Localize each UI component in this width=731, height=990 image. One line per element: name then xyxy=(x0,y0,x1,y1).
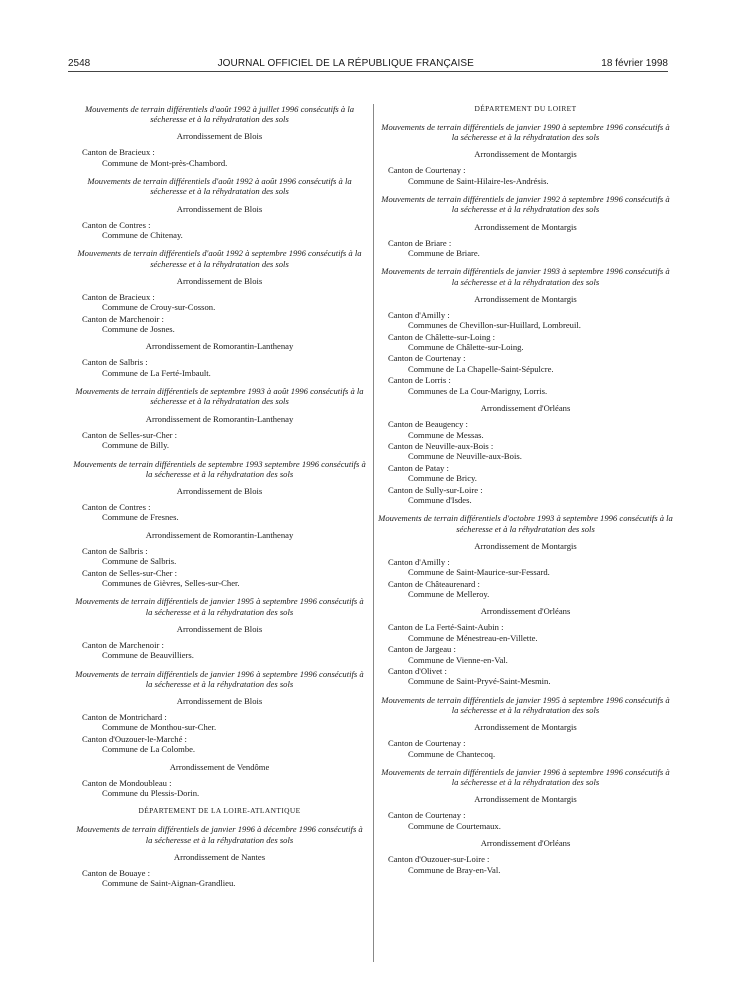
section-heading: Mouvements de terrain différentiels d'août 1992 à septembre 1996 consécutifs à la sécheresse et à la réhydratation des sols xyxy=(77,248,362,269)
canton-line: Canton de Neuville-aux-Bois : xyxy=(388,440,494,451)
journal-title: JOURNAL OFFICIEL DE LA RÉPUBLIQUE FRANÇAISE xyxy=(217,57,474,69)
right-column xyxy=(378,100,673,876)
commune-line: Commune de Saint-Pryvé-Saint-Mesmin. xyxy=(408,676,551,687)
arrondissement-heading: Arrondissement de Montargis xyxy=(474,794,577,805)
canton-line: Canton de Sully-sur-Loire : xyxy=(388,484,483,495)
arrondissement-heading: Arrondissement de Nantes xyxy=(173,851,266,862)
header-rule xyxy=(68,71,668,72)
commune-line: Commune de Crouy-sur-Cosson. xyxy=(102,302,216,313)
arrondissement-heading: Arrondissement d'Orléans xyxy=(480,838,571,849)
commune-line: Commune de La Ferté-Imbault. xyxy=(102,367,211,378)
commune-line: Commune de Beauvilliers. xyxy=(102,650,194,661)
department-heading: DÉPARTEMENT DE LA LOIRE-ATLANTIQUE xyxy=(138,806,301,816)
canton-line: Canton de Bouaye : xyxy=(82,867,151,878)
commune-line: Commune de Mont-près-Chambord. xyxy=(102,157,228,168)
canton-line: Canton de Briare : xyxy=(388,237,452,248)
canton-line: Canton de Mondoubleau : xyxy=(82,777,172,788)
arrondissement-heading: Arrondissement d'Orléans xyxy=(480,403,571,414)
canton-line: Canton de Courtenay : xyxy=(388,353,466,364)
section-heading: Mouvements de terrain différentiels de janvier 1993 à septembre 1996 consécutifs à la sécheresse et à la réhydratation des sols xyxy=(381,266,670,287)
section-heading: Mouvements de terrain différentiels de septembre 1993 à août 1996 consécutifs à la sécheresse et à la réhydratation des sols xyxy=(75,386,364,407)
commune-line: Communes de Chevillon-sur-Huillard, Lombreuil. xyxy=(408,320,581,331)
canton-line: Canton de Selles-sur-Cher : xyxy=(82,429,178,440)
arrondissement-heading: Arrondissement de Montargis xyxy=(474,221,577,232)
section-heading: Mouvements de terrain différentiels de janvier 1996 à septembre 1996 consécutifs à la sécheresse et à la réhydratation des sols xyxy=(75,668,364,689)
commune-line: Commune de Courtemaux. xyxy=(408,820,501,831)
arrondissement-heading: Arrondissement de Romorantin-Lanthenay xyxy=(145,413,294,424)
section-heading: Mouvements de terrain différentiels de janvier 1995 à septembre 1996 consécutifs à la sécheresse et à la réhydratation des sols xyxy=(75,596,364,617)
column-divider xyxy=(373,104,374,962)
commune-line: Commune de Ménestreau-en-Villette. xyxy=(408,632,538,643)
canton-line: Canton d'Ouzouer-sur-Loire : xyxy=(388,854,490,865)
canton-line: Canton d'Olivet : xyxy=(388,666,447,676)
section-heading: Mouvements de terrain différentiels de janvier 1996 à décembre 1996 consécutifs à la sécheresse et à la réhydratation des sols xyxy=(76,824,363,845)
arrondissement-heading: Arrondissement de Montargis xyxy=(474,149,577,160)
canton-line: Canton d'Amilly : xyxy=(388,309,450,320)
arrondissement-heading: Arrondissement de Vendôme xyxy=(169,761,270,772)
arrondissement-heading: Arrondissement d'Orléans xyxy=(480,606,571,617)
commune-line: Commune de Saint-Aignan-Grandlieu. xyxy=(102,878,236,889)
commune-line: Commune de Josnes. xyxy=(102,324,175,335)
canton-line: Canton de Selles-sur-Cher : xyxy=(82,567,178,578)
commune-line: Commune de Billy. xyxy=(102,440,169,451)
arrondissement-heading: Arrondissement de Romorantin-Lanthenay xyxy=(145,341,294,352)
department-heading: DÉPARTEMENT DU LOIRET xyxy=(474,104,577,113)
commune-line: Commune de La Chapelle-Saint-Sépulcre. xyxy=(408,363,554,374)
section-heading: Mouvements de terrain différentiels d'octobre 1993 à septembre 1996 consécutifs à la sécheresse et à la réhydratation des sols xyxy=(378,513,673,534)
canton-line: Canton de Courtenay : xyxy=(388,165,466,176)
canton-line: Canton de Marchenoir : xyxy=(82,639,164,650)
arrondissement-heading: Arrondissement de Blois xyxy=(176,131,263,142)
commune-line: Commune de Salbris. xyxy=(102,556,177,567)
commune-line: Communes de La Cour-Marigny, Lorris. xyxy=(408,385,548,396)
canton-line: Canton de Marchenoir : xyxy=(82,313,164,324)
section-heading: Mouvements de terrain différentiels de janvier 1995 à septembre 1996 consécutifs à la sécheresse et à la réhydratation des sols xyxy=(381,694,670,716)
canton-line: Canton de Jargeau : xyxy=(388,644,456,655)
commune-line: Commune de La Colombe. xyxy=(102,744,196,755)
section-heading: Mouvements de terrain différentiels de septembre 1993 septembre 1996 consécutifs à la sécheresse et à la réhydratation des sols xyxy=(73,458,366,479)
canton-line: Canton de Salbris : xyxy=(82,357,148,368)
arrondissement-heading: Arrondissement de Blois xyxy=(176,275,263,286)
canton-line: Canton d'Amilly : xyxy=(388,556,450,567)
commune-line: Commune de Châlette-sur-Loing. xyxy=(408,342,524,353)
arrondissement-heading: Arrondissement de Blois xyxy=(176,485,263,496)
canton-line: Canton de Montrichard : xyxy=(82,711,167,722)
canton-line: Canton de Beaugency : xyxy=(388,419,468,430)
arrondissement-heading: Arrondissement de Blois xyxy=(176,623,263,634)
section-heading: Mouvements de terrain différentiels de janvier 1992 à septembre 1996 consécutifs à la sécheresse et à la réhydratation des sols xyxy=(381,194,670,215)
commune-line: Commune d'Isdes. xyxy=(408,494,472,505)
canton-line: Canton de Courtenay : xyxy=(388,738,466,749)
commune-line: Commune de Bricy. xyxy=(408,473,477,484)
section-heading: Mouvements de terrain différentiels de janvier 1996 à septembre 1996 consécutifs à la sécheresse et à la réhydratation des sols xyxy=(381,767,670,788)
canton-line: Canton de La Ferté-Saint-Aubin : xyxy=(388,622,504,633)
arrondissement-heading: Arrondissement de Blois xyxy=(176,695,263,706)
section-heading: Mouvements de terrain différentiels de janvier 1990 à septembre 1996 consécutifs à la sécheresse et à la réhydratation des sols xyxy=(381,122,670,143)
canton-line: Canton de Bracieux : xyxy=(82,147,155,158)
issue-date: 18 février 1998 xyxy=(601,57,668,69)
section-heading: Mouvements de terrain différentiels d'août 1992 à août 1996 consécutifs à la sécheresse et à la réhydratation des sols xyxy=(87,176,352,197)
commune-line: Commune de Melleroy. xyxy=(408,588,490,599)
commune-line: Commune de Messas. xyxy=(408,429,484,440)
canton-line: Canton de Lorris : xyxy=(388,375,451,386)
commune-line: Commune de Saint-Hilaire-les-Andrésis. xyxy=(408,175,549,186)
commune-line: Commune de Vienne-en-Val. xyxy=(408,654,508,665)
arrondissement-heading: Arrondissement de Montargis xyxy=(474,293,577,304)
canton-line: Canton de Patay : xyxy=(388,462,449,473)
canton-line: Canton de Contres : xyxy=(82,501,151,512)
arrondissement-heading: Arrondissement de Montargis xyxy=(474,722,577,733)
canton-line: Canton de Courtenay : xyxy=(388,810,466,821)
commune-line: Communes de Gièvres, Selles-sur-Cher. xyxy=(102,577,240,588)
commune-line: Commune de Saint-Maurice-sur-Fessard. xyxy=(408,567,550,578)
commune-line: Commune de Fresnes. xyxy=(102,512,179,523)
commune-line: Commune de Briare. xyxy=(408,248,480,259)
arrondissement-heading: Arrondissement de Romorantin-Lanthenay xyxy=(145,529,294,540)
commune-line: Commune de Bray-en-Val. xyxy=(408,864,501,875)
canton-line: Canton d'Ouzouer-le-Marché : xyxy=(82,733,187,744)
section-heading: Mouvements de terrain différentiels d'août 1992 à juillet 1996 consécutifs à la sécheresse et à la réhydratation des sols xyxy=(84,104,355,125)
page-header xyxy=(68,56,668,70)
commune-line: Commune de Neuville-aux-Bois. xyxy=(408,451,522,462)
canton-line: Canton de Salbris : xyxy=(82,545,148,556)
commune-line: Commune de Monthou-sur-Cher. xyxy=(102,722,217,733)
canton-line: Canton de Châteaurenard : xyxy=(388,578,480,589)
commune-line: Commune de Chantecoq. xyxy=(408,748,496,759)
left-column xyxy=(72,100,367,890)
arrondissement-heading: Arrondissement de Montargis xyxy=(474,540,577,551)
canton-line: Canton de Bracieux : xyxy=(82,291,155,302)
canton-line: Canton de Contres : xyxy=(82,219,151,230)
page-number: 2548 xyxy=(68,57,91,69)
canton-line: Canton de Châlette-sur-Loing : xyxy=(388,331,495,342)
commune-line: Commune du Plessis-Dorin. xyxy=(102,788,200,798)
commune-line: Commune de Chitenay. xyxy=(102,230,183,241)
arrondissement-heading: Arrondissement de Blois xyxy=(176,203,263,214)
